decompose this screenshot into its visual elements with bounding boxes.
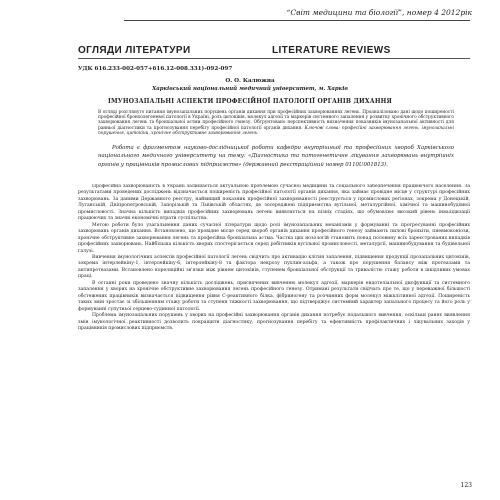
article-author: О. О. Калюжна <box>225 78 275 84</box>
body-paragraph: Проблема імунозапальних порушень у хворих на професійні захворювання органів дихання потребує подальшого вивчення, оскільки раннє виявлення змін імунологічної реактивності дозволить покращити діагностику, прогнозування перебігу та ефективність профілактичних і лікувальних заходів у працівників промислових підприємств. <box>78 313 470 331</box>
udk-code: УДК 616.233-002-057+616.12-008.331)-092-097 <box>78 66 233 72</box>
abstract-text: В огляді розглянуто питання імунозапальних порушень органів дихання при професійних захворюваннях легень. Проаналізовано дані щодо поширеності професійної бронхолегеневої патології в Україні, роль цитокінів, молекул адгезії та маркерів системного запалення у розвитку хронічного обструктивного захворювання легень та бронхіальної астми професійного ґенезу. Обґрунтовано перспективність визначення показників імунозапальної активності для ранньої діагностики та прогнозування перебігу професійної патології органів дихання. <box>98 110 454 131</box>
article-affiliation: Харківський національний медичний університет, м. Харків <box>152 86 348 92</box>
article-title: ІМУНОЗАПАЛЬНІ АСПЕКТИ ПРОФЕСІЙНОЇ ПАТОЛОГІЇ ОРГАНІВ ДИХАННЯ <box>107 98 393 105</box>
page-number: 123 <box>460 482 472 489</box>
journal-header: “Світ медицини та біології”, номер 4 2012рік <box>286 8 472 17</box>
section-rule <box>78 58 470 59</box>
article-abstract <box>98 110 454 136</box>
body-paragraph: В останні роки проведено значну кількість досліджень, присвячених вивченню молекул адгезії, маркерів ендотеліальної дисфункції та системного запалення у хворих на хронічне обструктивне захворювання легень професійного ґенезу. Отримані результати свідчать про те, що у переважної більшості обстежених працівників визначається підвищення рівня С-реактивного білка, фібриногену та розчинних форм молекул міжклітинної адгезії. Поширеність таких змін зростає зі збільшенням стажу роботи та ступеня тяжкості захворювання, що підтверджує системний характер запального процесу та його роль у формуванні супутньої серцево-судинної патології. <box>78 280 470 312</box>
article-annotation: Робота є фрагментом науково-дослідницької роботи кафедри внутрішньої та професійних хвороб Харківського національного медичного університету на тему: «Діагностика та патогенетичне лікування захворювань внутрішніх органів у працівників промислових підприємств» (державний реєстраційний номер 0110U001813). <box>98 145 454 168</box>
section-title-en: LITERATURE REVIEWS <box>272 45 391 56</box>
header-rule <box>124 20 470 21</box>
body-paragraph: Метою роботи було узагальнення даних сучасної літератури щодо ролі імунозапальних механізмів у формуванні та прогресуванні професійних захворювань органів дихання. Встановлено, що провідне місце серед хвороб органів дихання професійного ґенезу займають пилові бронхіти, пневмоконіози, хронічне обструктивне захворювання легень та професійна бронхіальна астма. Частка цих нозологій становить понад половину всіх зареєстрованих випадків професійних захворювань. Найбільша кількість хворих спостерігається серед робітників вугільної промисловості, металургії, машинобудування та будівельної галузі. <box>78 222 470 254</box>
body-paragraph: Вивчення імунологічних аспектів професійної патології легень свідчить про активацію клітин запалення, підвищення продукції прозапальних цитокінів, зокрема інтерлейкіну-1, інтерлейкіну-6, інтерлейкіну-8 та фактора некрозу пухлин-альфа, а також про порушення балансу між протеазами та антипротеазами. Встановлено кореляційні зв'язки між рівнем цитокінів, ступенем бронхіальної обструкції та тривалістю стажу роботи в шкідливих умовах праці. <box>78 254 470 280</box>
article-body <box>78 184 470 472</box>
body-paragraph: Професійна захворюваність в Україні залишається актуальною проблемою сучасної медицини та соціального забезпечення працюючого населення. За результатами проведених досліджень відзначається поширеність професійної патології органів дихання, яка займає провідне місце у структурі професійних захворювань. За даними Державного реєстру, найвищий показник професійної захворюваності реєструється у промислових регіонах, зокрема у Донецькій, Луганській, Дніпропетровській, Запорізькій та Львівській областях, де зосереджені підприємства вугільної, металургійної, хімічної та машинобудівної промисловості. Значна кількість випадків професійних захворювань легень виявляється на пізніх стадіях, що обумовлює високий рівень інвалідизації працюючих та значні економічні втрати суспільства. <box>78 184 470 222</box>
section-title-ua: ОГЛЯДИ ЛІТЕРАТУРИ <box>78 45 191 56</box>
abstract-keywords: Ключові слова: професійні захворювання легень, імунозапальні порушення, цитокіни, хронічне обструктивне захворювання легень. <box>98 125 454 136</box>
